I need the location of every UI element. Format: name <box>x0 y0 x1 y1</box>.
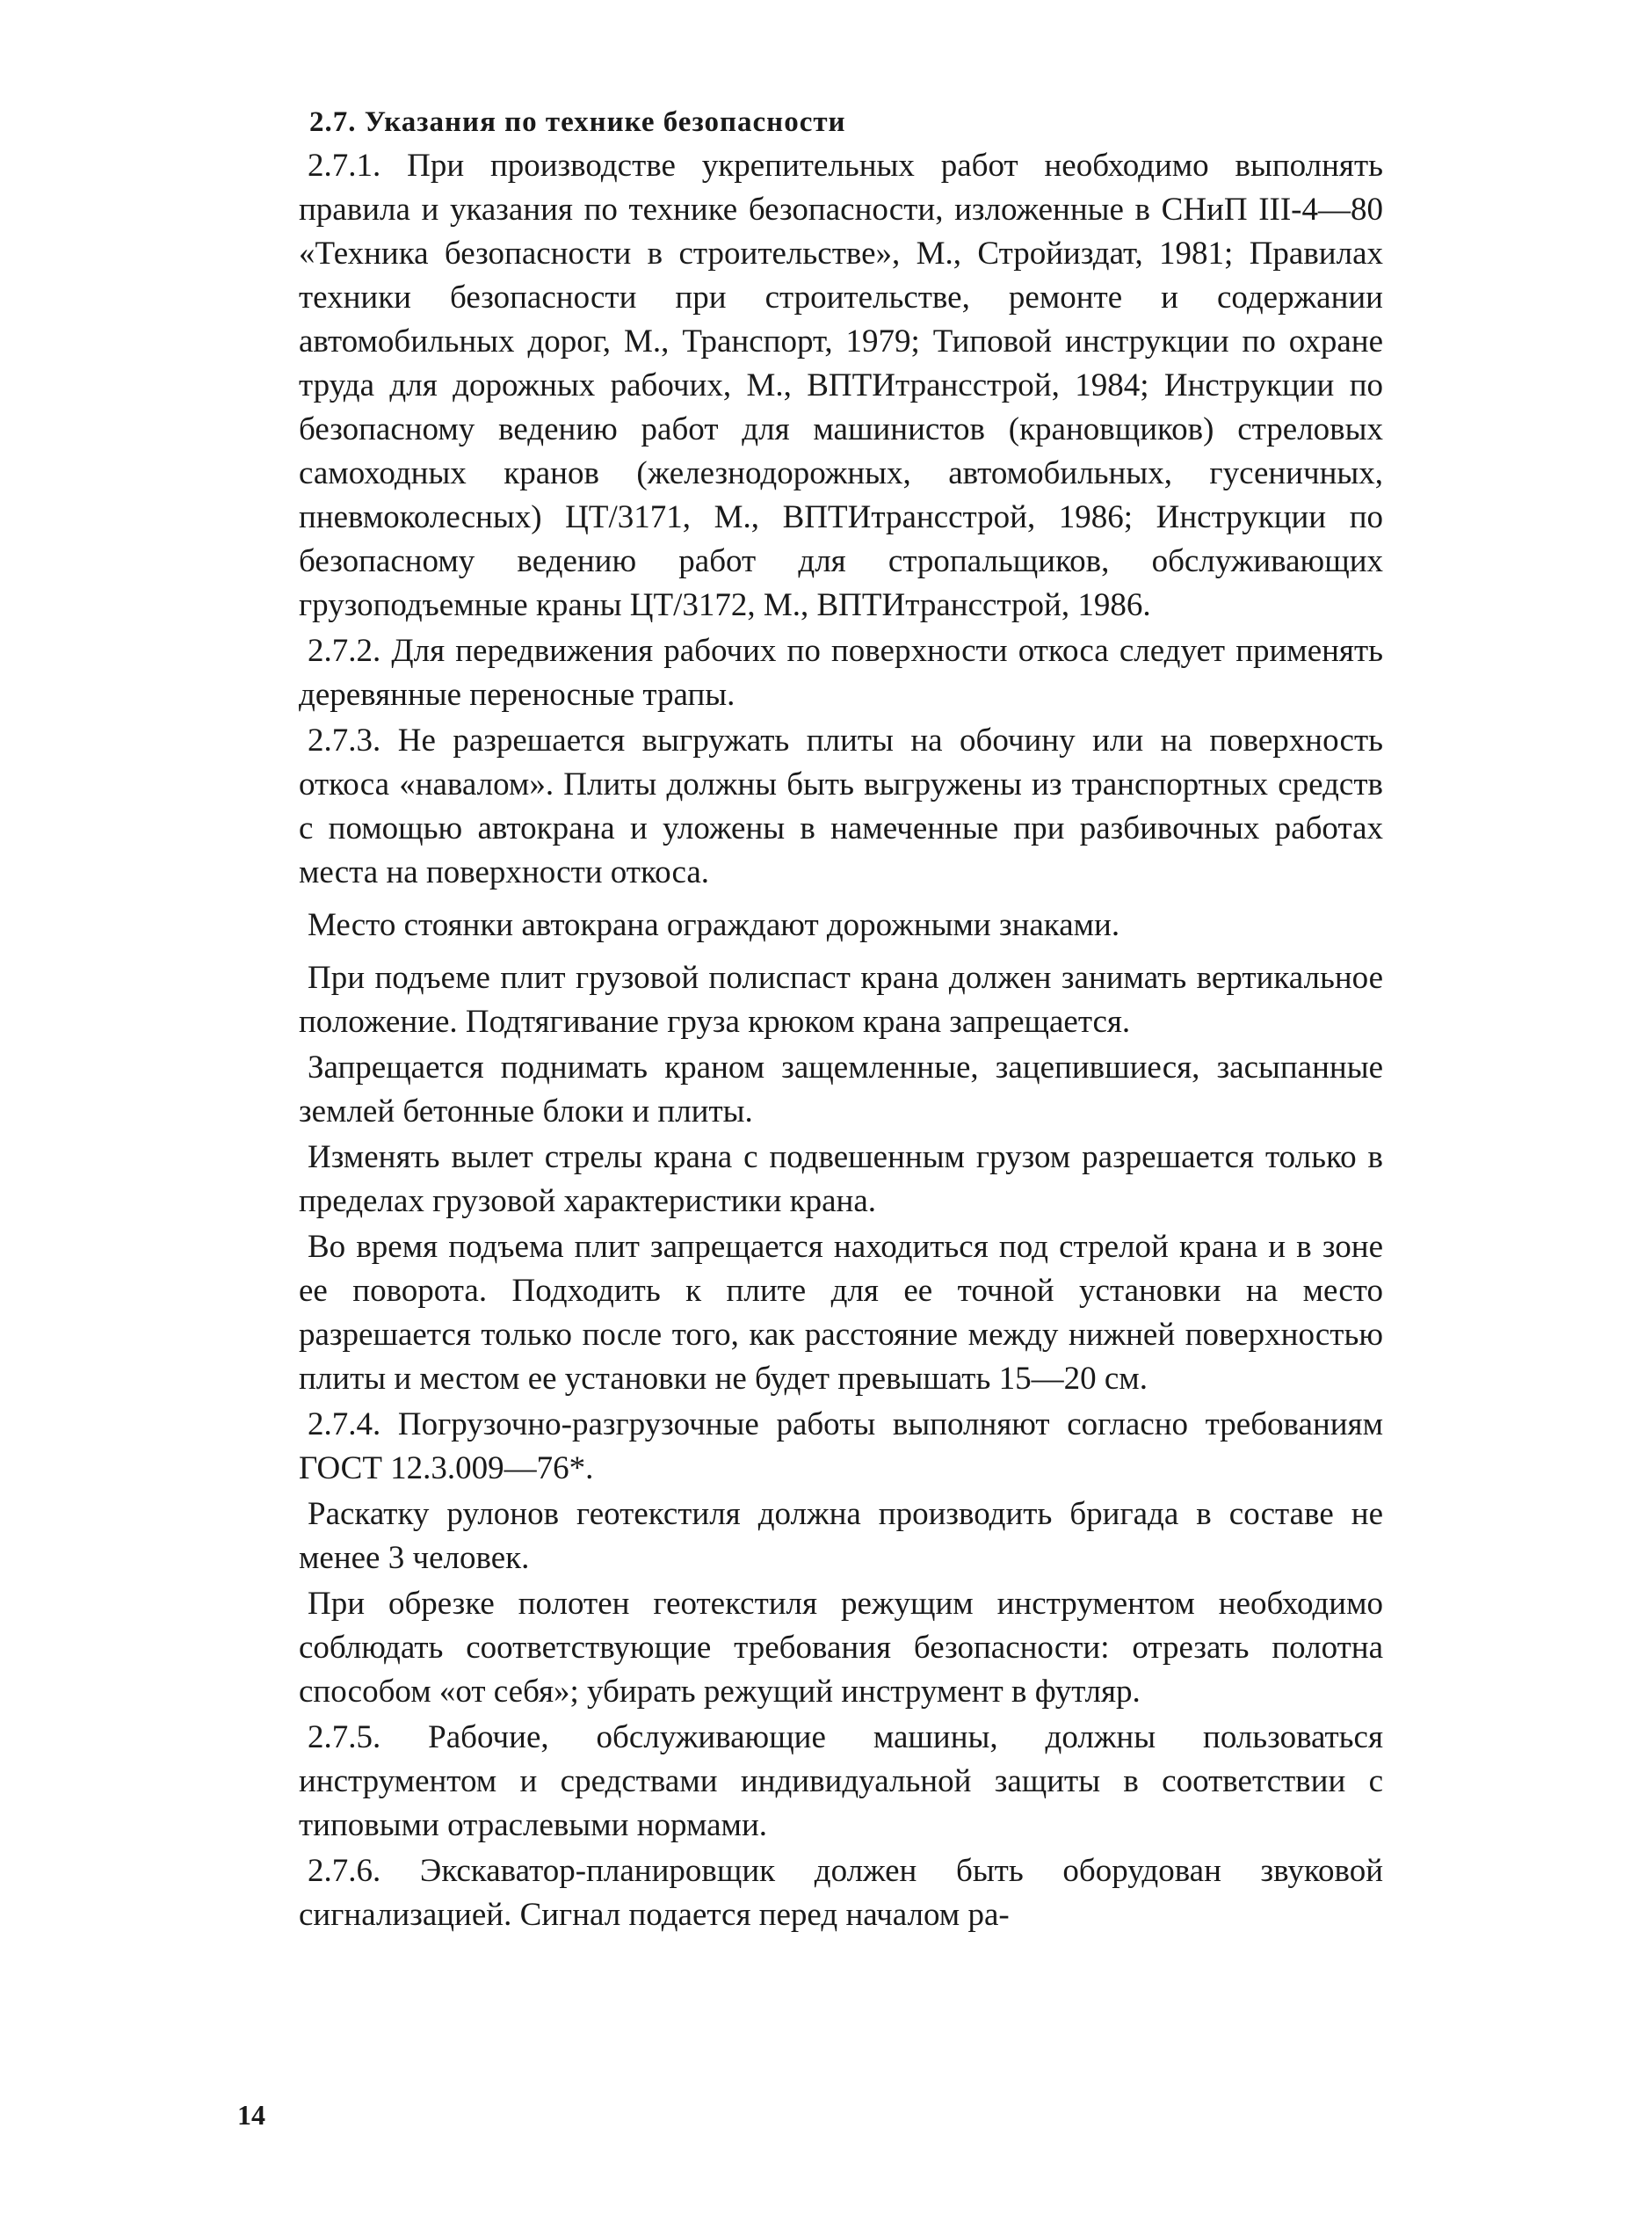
document-page <box>299 104 1383 1939</box>
paragraph-jammed-blocks: Запрещается поднимать краном защемленные, зацепившиеся, засыпанные землей бетонные блоки и плиты. <box>299 1050 1383 1129</box>
paragraph-2-7-5: 2.7.5. Рабочие, обслуживающие машины, должны пользоваться инструментом и средствами индивидуальной защиты в соответствии с типовыми отраслевыми нормами. <box>299 1719 1383 1843</box>
paragraph-2-7-6: 2.7.6. Экскаватор-планировщик должен быть оборудован звуковой сигнализацией. Сигнал подается перед началом ра- <box>299 1853 1383 1933</box>
page-number: 14 <box>237 2099 265 2131</box>
paragraph-geotextile-rolling: Раскатку рулонов геотекстиля должна производить бригада в составе не менее 3 человек. <box>299 1496 1383 1576</box>
paragraph-2-7-2: 2.7.2. Для передвижения рабочих по поверхности откоса следует применять деревянные переносные трапы. <box>299 633 1383 713</box>
paragraph-2-7-3: 2.7.3. Не разрешается выгружать плиты на обочину или на поверхность откоса «навалом». Плиты должны быть выгружены из транспортных средств с помощью автокрана и уложены в намеченные при разбивочных работах места на поверхности откоса. <box>299 723 1383 890</box>
section-heading: 2.7. Указания по технике безопасности <box>309 106 846 138</box>
paragraph-crane-lifting: При подъеме плит грузовой полиспаст крана должен занимать вертикальное положение. Подтягивание груза крюком крана запрещается. <box>299 960 1383 1040</box>
paragraph-crane-parking: Место стоянки автокрана ограждают дорожными знаками. <box>308 907 1120 943</box>
paragraph-under-boom: Во время подъема плит запрещается находиться под стрелой крана и в зоне ее поворота. Подходить к плите для ее точной установки на место разрешается только после того, как расстояние между нижней поверхностью плиты и местом ее установки не будет превышать 15—20 см. <box>299 1229 1383 1397</box>
paragraph-geotextile-cutting: При обрезке полотен геотекстиля режущим инструментом необходимо соблюдать соответствующие требования безопасности: отрезать полотна способом «от себя»; убирать режущий инструмент в футляр. <box>299 1586 1383 1710</box>
paragraph-boom-reach: Изменять вылет стрелы крана с подвешенным грузом разрешается только в пределах грузовой характеристики крана. <box>299 1139 1383 1219</box>
paragraph-2-7-4: 2.7.4. Погрузочно-разгрузочные работы выполняют согласно требованиям ГОСТ 12.3.009—76*. <box>299 1406 1383 1486</box>
paragraph-2-7-1: 2.7.1. При производстве укрепительных работ необходимо выполнять правила и указания по технике безопасности, изложенные в СНиП III-4—80 «Техника безопасности в строительстве», М., Стройиздат, 1981; Правилах техники безопасности при строительстве, ремонте и содержании автомобильных дорог, М., Транспорт, 1979; Типовой инструкции по охране труда для дорожных рабочих, М., ВПТИтрансстрой, 1984; Инструкции по безопасному ведению работ для машинистов (крановщиков) стреловых самоходных кранов (железнодорожных, автомобильных, гусеничных, пневмоколесных) ЦТ/3171, М., ВПТИтрансстрой, 1986; Инструкции по безопасному ведению работ для стропальщиков, обслуживающих грузоподъемные краны ЦТ/3172, М., ВПТИтрансстрой, 1986. <box>299 148 1383 623</box>
